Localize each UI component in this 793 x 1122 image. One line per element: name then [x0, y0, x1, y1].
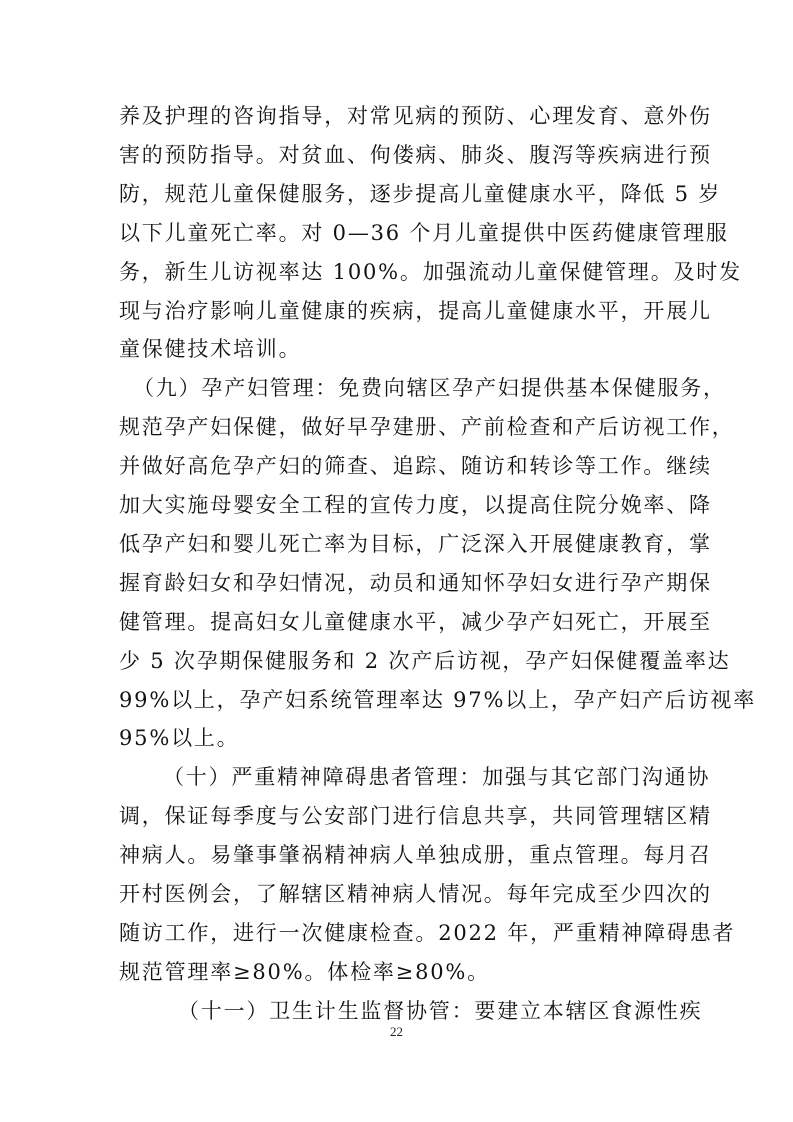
text-line: 规范孕产妇保健，做好早孕建册、产前检查和产后访视工作，: [119, 415, 735, 440]
page-number: 22: [390, 1024, 403, 1039]
text-line: 害的预防指导。对贫血、佝偻病、肺炎、腹泻等疾病进行预: [119, 142, 712, 167]
text-line: 99%以上，孕产妇系统管理率达 97%以上，孕产妇产后访视率: [119, 687, 757, 712]
text-line: 现与治疗影响儿童健康的疾病，提高儿童健康水平，开展儿: [119, 298, 712, 323]
text-line: 规范管理率≥80%。体检率≥80%。: [119, 959, 490, 984]
text-line: 握育龄妇女和孕妇情况，动员和通知怀孕妇女进行孕产期保: [119, 570, 712, 595]
text-line: 开村医例会，了解辖区精神病人情况。每年完成至少四次的: [119, 882, 712, 906]
text-line: 务，新生儿访视率达 100%。加强流动儿童保健管理。及时发: [119, 259, 742, 284]
text-line: 神病人。易肇事肇祸精神病人单独成册，重点管理。每月召: [119, 843, 712, 868]
text-line: 95%以上。: [119, 726, 240, 751]
paragraph-heading-line: （九）孕产妇管理：免费向辖区孕产妇提供基本保健服务，: [133, 376, 726, 401]
text-line: 健管理。提高妇女儿童健康水平，减少孕产妇死亡，开展至: [119, 609, 712, 634]
text-line: 随访工作，进行一次健康检查。2022 年，严重精神障碍患者: [119, 920, 736, 945]
text-line: 以下儿童死亡率。对 0—36 个月儿童提供中医药健康管理服: [119, 220, 729, 245]
text-line: 调，保证每季度与公安部门进行信息共享，共同管理辖区精: [119, 804, 712, 829]
text-line: 童保健技术培训。: [119, 337, 302, 362]
paragraph-heading-line: （十一）卫生计生监督协管：要建立本辖区食源性疾: [178, 998, 703, 1023]
paragraph-heading-line: （十）严重精神障碍患者管理：加强与其它部门沟通协: [163, 765, 711, 790]
text-line: 养及护理的咨询指导，对常见病的预防、心理发育、意外伤: [119, 104, 712, 128]
text-line: 低孕产妇和婴儿死亡率为目标，广泛深入开展健康教育，掌: [119, 531, 712, 556]
text-line: 并做好高危孕产妇的筛查、追踪、随访和转诊等工作。继续: [119, 454, 712, 479]
text-line: 加大实施母婴安全工程的宣传力度，以提高住院分娩率、降: [119, 493, 712, 517]
text-line: 防，规范儿童保健服务，逐步提高儿童健康水平，降低 5 岁: [119, 181, 722, 206]
text-line: 少 5 次孕期保健服务和 2 次产后访视，孕产妇保健覆盖率达: [119, 648, 731, 673]
